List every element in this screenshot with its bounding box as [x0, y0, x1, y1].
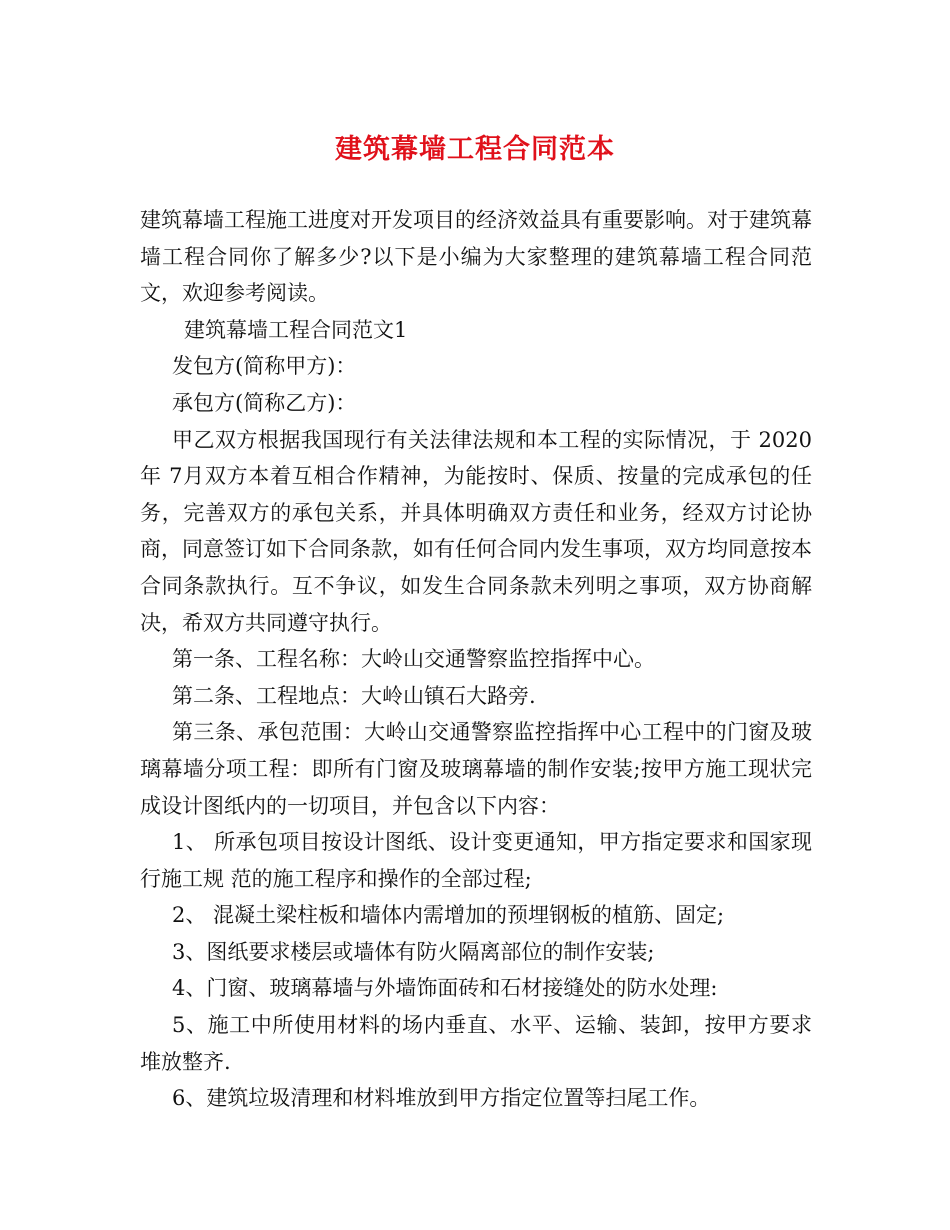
party-a-line: 发包方(简称甲方)：: [172, 354, 357, 379]
document-title: 建筑幕墙工程合同范本: [335, 134, 615, 165]
scope-item-1: 1、 所承包项目按设计图纸、设计变更通知，甲方指定要求和国家现行施工规 范的施工程序和操作的全部过程;: [140, 830, 812, 891]
scope-item-3: 3、图纸要求楼层或墙体有防火隔离部位的制作安装;: [172, 939, 655, 964]
section-heading: 建筑幕墙工程合同范文1: [184, 317, 408, 342]
agreement-paragraph: 甲乙双方根据我国现行有关法律法规和本工程的实际情况，于 2020年 7月双方本着互相合作精神，为能按时、保质、按量的完成承包的任务，完善双方的承包关系，并具体明确双方责任和业务，经双方讨论协商，同意签订如下合同条款，如有任何合同内发生事项，双方均同意按本合同条款执行。互不争议，如发生合同条款未列明之事项，双方协商解决，希双方共同遵守执行。: [140, 427, 812, 635]
document-body: [140, 202, 812, 1117]
article-3: 第三条、承包范围：大岭山交通警察监控指挥中心工程中的门窗及玻璃幕墙分项工程：即所有门窗及玻璃幕墙的制作安装;按甲方施工现状完成设计图纸内的一切项目，并包含以下内容：: [140, 720, 812, 818]
scope-item-5: 5、施工中所使用材料的场内垂直、水平、运输、装卸，按甲方要求堆放整齐.: [140, 1013, 812, 1074]
scope-item-4: 4、门窗、玻璃幕墙与外墙饰面砖和石材接缝处的防水处理:: [172, 976, 718, 1001]
intro-paragraph: 建筑幕墙工程施工进度对开发项目的经济效益具有重要影响。对于建筑幕墙工程合同你了解多少?以下是小编为大家整理的建筑幕墙工程合同范文，欢迎参考阅读。: [140, 208, 812, 306]
article-2: 第二条、工程地点：大岭山镇石大路旁.: [172, 683, 536, 708]
article-1: 第一条、工程名称：大岭山交通警察监控指挥中心。: [172, 647, 655, 672]
scope-item-2: 2、 混凝土梁柱板和墙体内需增加的预埋钢板的植筋、固定;: [172, 903, 725, 928]
party-b-line: 承包方(简称乙方)：: [172, 390, 357, 415]
scope-item-6: 6、建筑垃圾清理和材料堆放到甲方指定位置等扫尾工作。: [172, 1086, 711, 1111]
